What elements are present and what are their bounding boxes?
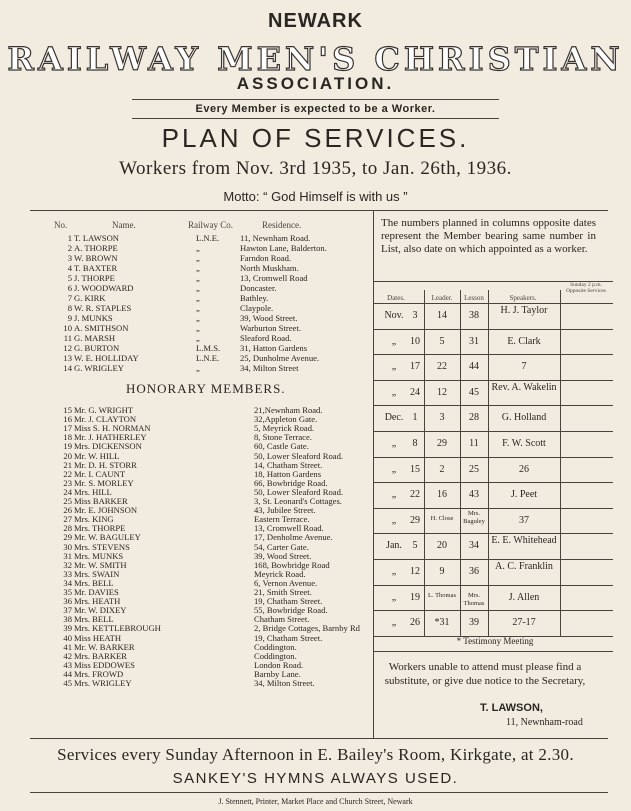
plan-lesson-cell: 36 [469,566,479,577]
member-residence: Meyrick Road. [254,568,306,579]
member-row [0,353,370,363]
member-number: 33 [63,568,72,579]
plan-month-cell: Dec. [384,412,404,424]
member-residence: 54, Carter Gate. [254,541,309,552]
plan-speaker-cell: 7 [521,361,527,373]
member-number: 18 [63,432,72,443]
testimony-note: * Testimony Meeting [456,636,534,646]
member-residence: North Muskham. [240,263,299,273]
association-heading: ASSOCIATION. [236,74,395,93]
divider [373,651,613,652]
plan-leader-cell: 12 [437,386,447,398]
member-row [0,243,370,253]
plan-title: PLAN OF SERVICES. [161,123,470,153]
lesson-header: Lesson [464,294,484,302]
col-residence-header: Residence. [262,220,302,230]
member-railway: „ [196,303,200,313]
member-name: G. WRIGLEY [74,363,124,373]
member-residence: Farndon Road. [240,253,292,263]
member-residence: 6, Vernon Avenue. [254,577,318,588]
member-number: 43 [63,659,72,670]
member-railway: L.M.S. [196,343,221,353]
plan-day-cell: 12 [410,566,420,577]
member-number: 9 [67,313,72,323]
col-no-header: No. [54,220,68,230]
member-number: 26 [63,505,72,516]
plan-month-cell: „ [391,438,397,449]
member-number: 21 [63,459,72,470]
panel-divider [373,210,374,738]
plan-lesson-cell: 25 [469,463,479,475]
grid-line [373,354,613,355]
member-residence: 60, Castle Gate. [254,441,309,452]
plan-speaker-cell: J. Peet [510,489,538,501]
plan-day-cell: 29 [410,514,420,526]
plan-leader-cell: 29 [437,438,447,449]
member-number: 34 [63,577,72,588]
plan-month-cell: „ [391,463,397,475]
member-number: 35 [63,587,72,597]
member-number: 29 [63,532,72,543]
member-name: T. BAXTER [74,263,118,273]
member-residence: 25, Dunholme Avenue. [240,353,320,363]
member-name: Mr. E. JOHNSON [74,505,138,516]
plan-leader-cell: 16 [437,489,447,501]
plan-day-cell: 26 [410,617,420,629]
plan-leader-cell: 22 [437,361,447,373]
member-number: 38 [63,614,72,625]
member-residence: Coddington. [254,650,297,661]
member-name: G. MARSH [74,333,116,343]
member-name: A. SMITHSON [74,323,129,333]
col-name-header: Name. [112,220,136,230]
col-railway-header: Railway Co. [188,220,233,230]
member-name: Mrs. STEVENS [74,541,130,552]
plan-speaker-cell: 27-17 [512,617,536,629]
plan-month-cell: Jan. [386,540,402,552]
member-name: Miss S. H. NORMAN [74,423,151,434]
plan-day-cell: 19 [410,591,420,603]
member-number: 12 [63,343,72,353]
member-name: Mr. W. BARKER [74,641,135,652]
plan-lesson-cell: 34 [469,540,479,552]
plan-lesson-cell: Mrs. Thomas [463,591,485,607]
plan-month-cell: Nov. [384,310,404,321]
speakers-header: Speakers. [509,294,537,302]
plan-speaker-cell: 37 [519,514,529,526]
plan-month-cell: „ [391,514,397,526]
member-name: Mr. W. HILL [74,450,120,461]
member-residence: 17, Denholme Avenue. [254,532,333,543]
member-railway: „ [196,253,200,263]
grid-line [373,482,613,483]
member-residence: 34, Milton Street [240,363,299,373]
member-residence: London Road. [254,659,304,670]
member-number: 39 [63,623,72,634]
plan-leader-cell: 14 [437,310,447,321]
member-name: Mrs. BELL [74,614,114,625]
printer-credit: J. Stennett, Printer, Market Place and Church Street, Newark [218,797,413,806]
member-name: Miss BARKER [74,496,128,506]
plan-speaker-cell: E. E. Whitehead [491,535,557,547]
plan-lesson-cell: 39 [469,617,479,629]
member-name: Mrs. BARKER [74,650,128,661]
grid-line [373,405,613,406]
member-name: Mr. W. BAGULEY [74,532,141,543]
member-railway: „ [196,273,200,283]
member-row [0,293,370,303]
member-name: Mr. G. WRIGHT [74,405,134,415]
divider [132,118,499,119]
member-name: Miss HEATH [74,632,122,643]
member-number: 17 [63,423,72,434]
plan-speaker-cell: H. J. Taylor [500,305,548,316]
member-number: 7 [67,293,72,303]
member-name: Mrs. FROWD [74,668,124,679]
dates-header: Dates. [387,294,405,302]
member-name: Mr. I. CAUNT [74,468,126,479]
member-name: Mr. J. HATHERLEY [74,432,147,443]
plan-leader-cell: 3 [439,412,445,424]
member-railway: „ [196,333,200,343]
plan-day-cell: 10 [410,335,420,347]
member-number: 40 [63,632,72,643]
grid-line [373,585,613,586]
services-notice: Services every Sunday Afternoon in E. Bailey's Room, Kirkgate, at 2.30. [57,745,574,764]
org-heading: RAILWAY MEN'S CHRISTIAN [7,40,624,78]
member-name: Mrs. WRIGLEY [74,678,132,688]
leader-header: Leader. [431,294,453,302]
member-residence: 21, Smith Street. [254,587,312,597]
worker-notice: Every Member is expected to be a Worker. [195,103,436,115]
member-row [0,253,370,263]
member-name: Mrs. DICKENSON [74,441,142,452]
member-row [0,303,370,313]
plan-note: The numbers planned in columns opposite dates represent the Member bearing same number in List, also date on which appointed as a worker. [381,217,596,255]
member-railway: „ [196,243,200,253]
member-railway: „ [196,293,200,303]
member-name: A. THORPE [74,243,118,253]
plan-month-cell: „ [391,361,397,373]
honorary-row [0,678,372,688]
grid-line [373,303,613,304]
member-residence: 39, Wood Street. [240,313,298,323]
plan-leader-cell: 2 [439,463,445,475]
member-number: 44 [63,668,72,679]
grid-line [373,610,613,611]
member-residence: 50, Lower Sleaford Road. [254,486,344,497]
plan-day-cell: 1 [412,412,418,424]
member-number: 2 [67,243,72,253]
member-residence: 43, Jubilee Street. [254,505,316,516]
member-name: Miss EDDOWES [74,659,135,670]
plan-speaker-cell: G. Holland [501,412,547,424]
plan-day-cell: 8 [412,438,418,449]
member-number: 13 [63,353,72,363]
member-name: Mrs. KETTLEBROUGH [74,623,161,634]
member-residence: 3, St. Leonard's Cottages. [254,496,342,506]
plan-lesson-cell: 45 [469,386,479,398]
member-number: 15 [63,405,72,415]
member-residence: 13, Cromwell Road. [254,523,324,534]
member-name: Mrs. SWAIN [74,568,120,579]
plan-lesson-cell: 28 [469,412,479,424]
plan-day-cell: 22 [410,489,420,501]
grid-line [373,533,613,534]
member-name: Mr. DAVIES [74,587,119,597]
grid-line [373,457,613,458]
plan-speaker-cell: Rev. A. Wakelin [491,381,557,393]
divider [30,792,608,793]
town-heading: NEWARK [268,10,363,32]
member-name: Mrs. HEATH [74,596,121,607]
member-row [0,273,370,283]
member-residence: Sleaford Road. [240,333,292,343]
member-name: G. KIRK [74,293,106,303]
grid-line [373,380,613,381]
grid-line [373,508,613,509]
member-name: J. THORPE [74,273,115,283]
secretary-name: T. LAWSON, [480,702,543,714]
honorary-heading: HONORARY MEMBERS. [126,381,286,396]
member-residence: 5, Meyrick Road. [254,423,315,434]
member-name: J. MUNKS [74,313,113,323]
member-number: 23 [63,477,72,488]
member-residence: 66, Bowbridge Road. [254,477,328,488]
member-residence: 21,Newnham Road. [254,405,323,415]
member-railway: „ [196,313,200,323]
plan-day-cell: 3 [412,310,418,321]
plan-lesson-cell: 43 [469,489,479,501]
plan-lesson-cell: 31 [469,335,479,347]
member-railway: „ [196,363,200,373]
plan-speaker-cell: E. Clark [507,335,541,347]
member-residence: 14, Chatham Street. [254,459,323,470]
member-number: 37 [63,605,72,616]
member-residence: 18, Hatton Gardens [254,468,322,479]
plan-speaker-cell: F. W. Scott [502,438,546,449]
member-number: 45 [63,678,72,688]
plan-leader-cell: L. Thomas [427,591,457,599]
plan-lesson-cell: 11 [469,438,479,449]
member-name: Mrs. BELL [74,577,114,588]
member-residence: 19, Chatham Street. [254,596,323,607]
member-row [0,343,370,353]
member-name: Mrs. THORPE [74,523,126,534]
member-residence: 8, Stone Terrace. [254,432,312,443]
plan-leader-cell: 5 [439,335,445,347]
member-number: 16 [63,414,72,425]
member-row [0,263,370,273]
member-number: 32 [63,559,72,570]
member-name: Mrs. HILL [74,486,112,497]
member-name: Mr. W. SMITH [74,559,127,570]
plan-day-cell: 24 [410,386,420,398]
member-residence: 13, Cromwell Road [240,273,308,283]
member-name: Mr. J. CLAYTON [74,414,137,425]
member-number: 27 [63,514,72,525]
plan-month-cell: „ [391,617,397,629]
member-row [0,323,370,333]
divider [30,738,608,739]
member-residence: Chatham Street. [254,614,310,625]
member-number: 30 [63,541,72,552]
plan-month-cell: „ [391,335,397,347]
member-residence: 2, Bridge Cottages, Barnby Rd [254,623,360,634]
plan-leader-cell: 20 [437,540,447,552]
member-residence: Bathley. [240,293,269,303]
member-row [0,233,370,243]
member-number: 1 [67,233,72,243]
member-residence: 11, Newnham Road. [240,233,311,243]
member-name: Mr. W. DIXEY [74,605,127,616]
plan-month-cell: „ [391,566,397,577]
member-residence: Warburton Street. [240,323,301,333]
member-row [0,313,370,323]
member-number: 36 [63,596,72,607]
plan-leader-cell: 9 [439,566,445,577]
member-row [0,333,370,343]
member-railway: L.N.E. [196,233,220,243]
plan-lesson-cell: 44 [469,361,479,373]
plan-day-cell: 17 [410,361,420,373]
member-residence: 50, Lower Sleaford Road. [254,450,344,461]
member-residence: 19, Chatham Street. [254,632,323,643]
member-residence: Doncaster. [240,283,277,293]
member-number: 19 [63,441,72,452]
member-railway: „ [196,323,200,333]
grid-line [373,329,613,330]
secretary-address: 11, Newnham-road [506,717,583,728]
sunday-header: Sunday 2 p.m. Opposite Services [566,282,606,294]
member-number: 20 [63,450,72,461]
divider [132,99,499,100]
member-name: W. R. STAPLES [74,303,132,313]
hymns-notice: SANKEY'S HYMNS ALWAYS USED. [172,770,459,787]
member-name: W. E. HOLLIDAY [74,353,139,363]
member-residence: Barnby Lane. [254,668,301,679]
member-name: J. WOODWARD [74,283,134,293]
member-name: Mrs. MUNKS [74,550,124,561]
member-number: 28 [63,523,72,534]
member-residence: 32,Appleton Gate. [254,414,318,425]
member-residence: Hawton Lane, Balderton. [240,243,327,253]
plan-speaker-cell: 26 [519,463,529,475]
workers-period: Workers from Nov. 3rd 1935, to Jan. 26th, 1936. [119,158,512,179]
member-railway: L.N.E. [196,353,220,363]
member-residence: Coddington. [254,641,297,652]
member-number: 14 [63,363,72,373]
plan-day-cell: 15 [410,463,420,475]
plan-month-cell: „ [391,489,397,501]
member-name: Mr. S. MORLEY [74,477,134,488]
plan-leader-cell: H. Close [430,514,454,522]
member-name: G. BURTON [74,343,120,353]
plan-month-cell: „ [391,591,397,603]
member-number: 22 [63,468,72,479]
plan-day-cell: 5 [412,540,418,552]
member-name: Mr. D. H. STORR [74,459,137,470]
member-number: 25 [63,496,72,506]
member-row [0,283,370,293]
plan-speaker-cell: A. C. Franklin [495,561,553,572]
member-row [0,363,370,373]
member-number: 31 [63,550,72,561]
plan-lesson-cell: Mrs. Baguley [463,509,485,525]
member-residence: Claypole. [240,303,274,313]
member-number: 24 [63,486,72,497]
grid-line [373,559,613,560]
member-number: 10 [63,323,72,333]
member-railway: „ [196,263,200,273]
member-residence: 55, Bowbridge Road. [254,605,328,616]
member-railway: „ [196,283,200,293]
member-residence: 34, Milton Street. [254,678,315,688]
plan-speaker-cell: J. Allen [508,591,540,603]
substitute-note: Workers unable to attend must please find a substitute, or give due notice to the Secretary, [384,661,586,687]
member-number: 41 [63,641,72,652]
member-number: 6 [67,283,72,293]
member-residence: 168, Bowbridge Road [254,559,330,570]
member-name: T. LAWSON [74,233,119,243]
member-residence: 39, Wood Street. [254,550,312,561]
member-number: 11 [63,333,72,343]
plan-month-cell: „ [391,386,397,398]
member-number: 4 [67,263,72,273]
member-residence: 31, Hatton Gardens [240,343,308,353]
plan-lesson-cell: 38 [469,310,479,321]
member-number: 8 [67,303,72,313]
member-number: 42 [63,650,72,661]
member-number: 5 [67,273,72,283]
grid-line [373,431,613,432]
motto: Motto: “ God Himself is with us ” [223,189,408,204]
member-name: Mrs. KING [74,514,114,525]
plan-leader-cell: *31 [434,617,450,629]
member-name: W. BROWN [74,253,118,263]
member-number: 3 [67,253,72,263]
divider [30,210,608,211]
member-residence: Eastern Terrace. [254,514,310,525]
